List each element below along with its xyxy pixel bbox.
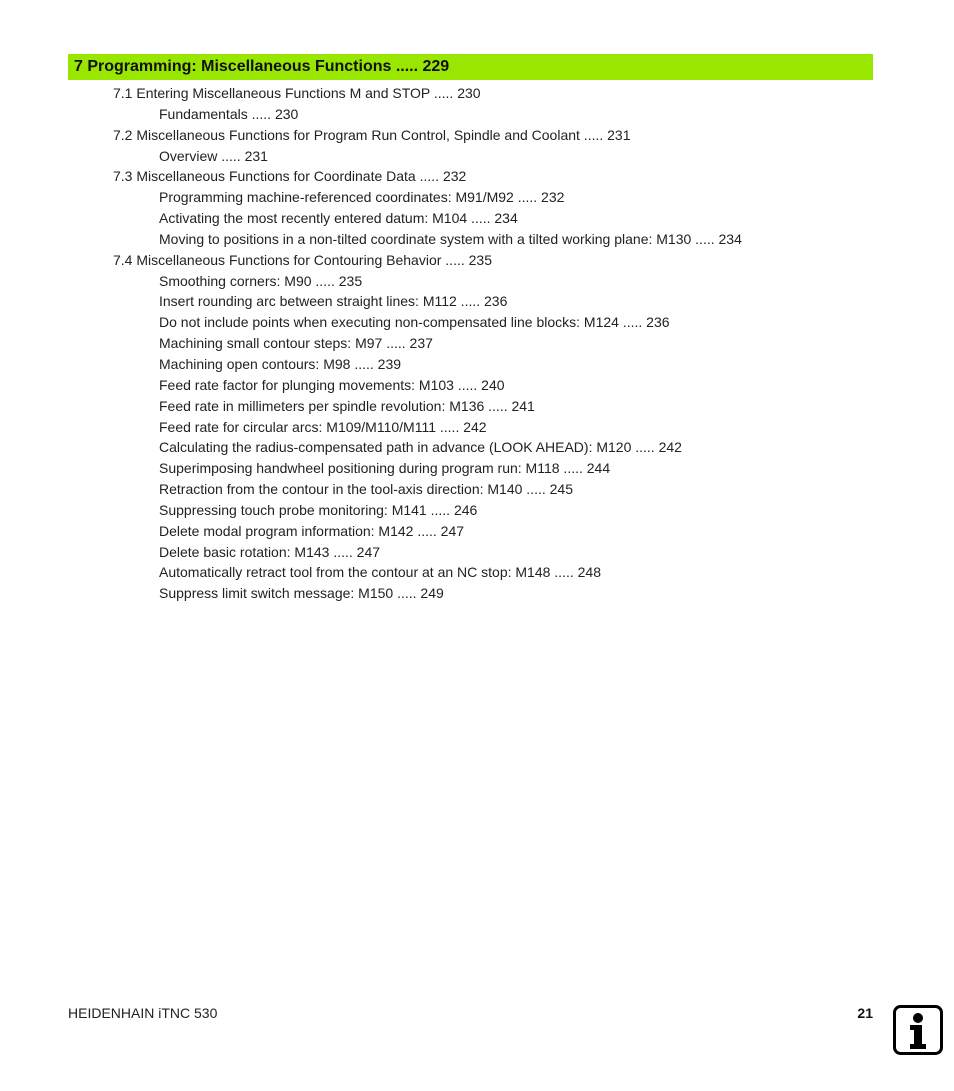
- footer-product-name: HEIDENHAIN iTNC 530: [68, 1005, 218, 1021]
- toc-entry[interactable]: Feed rate in millimeters per spindle revolution: M136 ..... 241: [159, 397, 535, 414]
- toc-entry[interactable]: Machining small contour steps: M97 ..... 237: [159, 335, 433, 352]
- chapter-heading-bar: [68, 54, 873, 80]
- toc-entry[interactable]: Activating the most recently entered datum: M104 ..... 234: [159, 210, 518, 227]
- toc-entry[interactable]: Suppressing touch probe monitoring: M141 ..... 246: [159, 501, 478, 518]
- toc-entry[interactable]: Fundamentals ..... 230: [159, 105, 299, 122]
- table-of-contents: [0, 83, 954, 604]
- info-icon: [893, 1005, 943, 1055]
- toc-entry[interactable]: Moving to positions in a non-tilted coordinate system with a tilted working plane: M130 ..... 234: [159, 230, 742, 247]
- toc-entry[interactable]: Do not include points when executing non-compensated line blocks: M124 ..... 236: [159, 314, 670, 331]
- toc-section-7-2[interactable]: 7.2 Miscellaneous Functions for Program Run Control, Spindle and Coolant ..... 231: [113, 126, 631, 143]
- toc-entry[interactable]: Suppress limit switch message: M150 ..... 249: [159, 585, 444, 602]
- toc-entry[interactable]: Superimposing handwheel positioning during program run: M118 ..... 244: [159, 460, 611, 477]
- toc-entry[interactable]: Calculating the radius-compensated path in advance (LOOK AHEAD): M120 ..... 242: [159, 439, 682, 456]
- toc-section-7-4[interactable]: 7.4 Miscellaneous Functions for Contouring Behavior ..... 235: [113, 251, 492, 268]
- toc-entry[interactable]: Feed rate for circular arcs: M109/M110/M111 ..... 242: [159, 418, 487, 435]
- toc-section-7-1[interactable]: 7.1 Entering Miscellaneous Functions M and STOP ..... 230: [113, 85, 481, 101]
- toc-entry[interactable]: Programming machine-referenced coordinates: M91/M92 ..... 232: [159, 189, 565, 206]
- toc-entry[interactable]: Delete basic rotation: M143 ..... 247: [159, 543, 381, 560]
- page-number: 21: [857, 1005, 873, 1021]
- toc-entry[interactable]: Delete modal program information: M142 ..... 247: [159, 522, 465, 539]
- toc-entry[interactable]: Insert rounding arc between straight lines: M112 ..... 236: [159, 293, 508, 310]
- toc-section-7-3[interactable]: 7.3 Miscellaneous Functions for Coordinate Data ..... 232: [113, 168, 467, 185]
- toc-entry[interactable]: Automatically retract tool from the contour at an NC stop: M148 ..... 248: [159, 564, 601, 581]
- toc-entry[interactable]: Overview ..... 231: [159, 147, 268, 164]
- toc-entry[interactable]: Smoothing corners: M90 ..... 235: [159, 272, 363, 289]
- chapter-title[interactable]: 7 Programming: Miscellaneous Functions ..... 229: [74, 58, 450, 75]
- toc-entry[interactable]: Retraction from the contour in the tool-axis direction: M140 ..... 245: [159, 481, 573, 498]
- toc-entry[interactable]: Feed rate factor for plunging movements: M103 ..... 240: [159, 376, 505, 393]
- toc-entry[interactable]: Machining open contours: M98 ..... 239: [159, 355, 402, 372]
